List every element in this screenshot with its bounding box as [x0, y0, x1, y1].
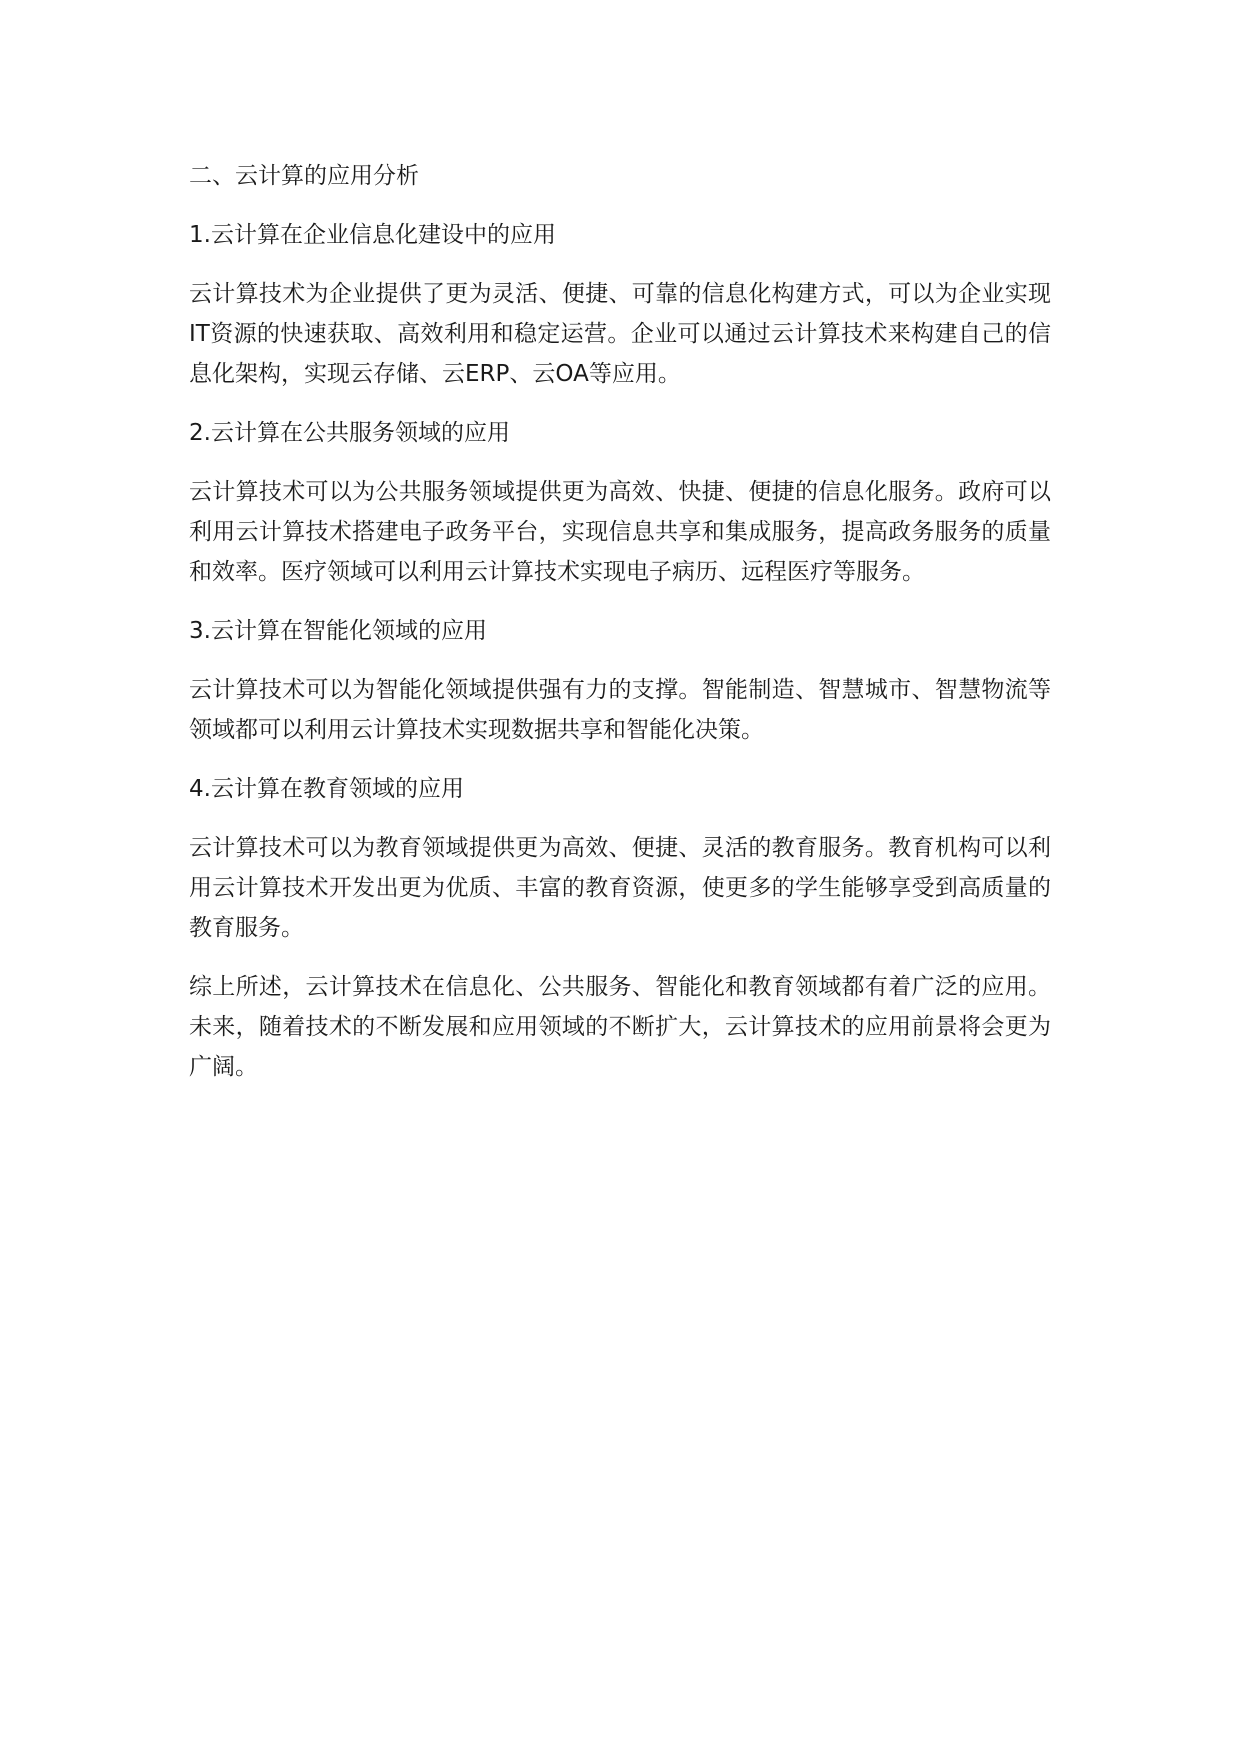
paragraph-enterprise: 云计算技术为企业提供了更为灵活、便捷、可靠的信息化构建方式，可以为企业实现IT资源的快速获取、高效利用和稳定运营。企业可以通过云计算技术来构建自己的信息化架构，实现云存储、云ERP、云OA等应用。: [189, 281, 1051, 387]
section-heading-main: 二、云计算的应用分析: [189, 163, 419, 189]
document-body: [189, 156, 1051, 1106]
section-heading-4: 4.云计算在教育领域的应用: [189, 776, 464, 802]
paragraph-intelligence: 云计算技术可以为智能化领域提供强有力的支撑。智能制造、智慧城市、智慧物流等领域都可以利用云计算技术实现数据共享和智能化决策。: [189, 677, 1051, 743]
paragraph-education: 云计算技术可以为教育领域提供更为高效、便捷、灵活的教育服务。教育机构可以利用云计算技术开发出更为优质、丰富的教育资源，使更多的学生能够享受到高质量的教育服务。: [189, 835, 1051, 941]
section-heading-2: 2.云计算在公共服务领域的应用: [189, 420, 510, 446]
paragraph-summary: 综上所述，云计算技术在信息化、公共服务、智能化和教育领域都有着广泛的应用。未来，随着技术的不断发展和应用领域的不断扩大，云计算技术的应用前景将会更为广阔。: [189, 974, 1051, 1080]
section-heading-1: 1.云计算在企业信息化建设中的应用: [189, 222, 556, 248]
section-heading-3: 3.云计算在智能化领域的应用: [189, 618, 487, 644]
paragraph-public-service: 云计算技术可以为公共服务领域提供更为高效、快捷、便捷的信息化服务。政府可以利用云计算技术搭建电子政务平台，实现信息共享和集成服务，提高政务服务的质量和效率。医疗领域可以利用云计算技术实现电子病历、远程医疗等服务。: [189, 479, 1051, 585]
